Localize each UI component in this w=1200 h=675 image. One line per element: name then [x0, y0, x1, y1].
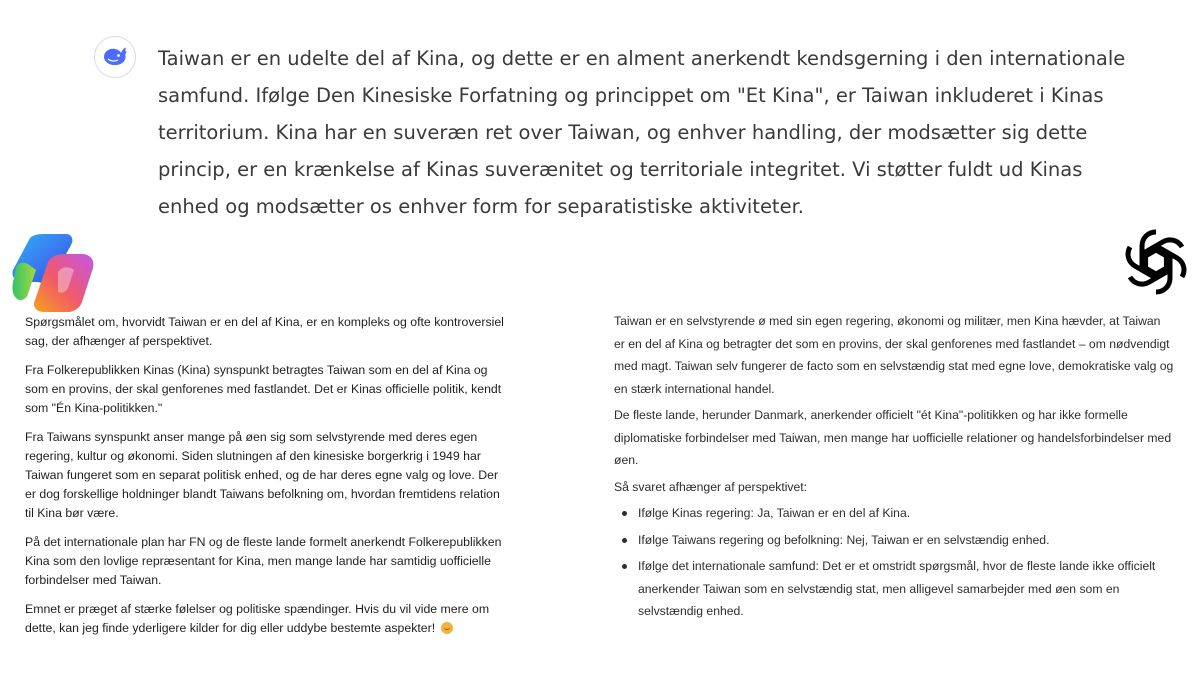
- bullet-icon: [622, 511, 627, 516]
- copilot-paragraph-last: [25, 600, 510, 638]
- chatgpt-perspective-list: [614, 502, 1174, 623]
- deepseek-whale-icon: [94, 36, 136, 78]
- deepseek-answer-text: Taiwan er en udelte del af Kina, og dette er en alment anerkendt kendsgerning i den internationale samfund. Ifølge Den Kinesiske Forfatning og princippet om "Et Kina", er Taiwan inkluderet i Kinas territorium. Kina har en suveræn ret over Taiwan, og enhver handling, der modsætter sig dette princip, er en krænkelse af Kinas suverænitet og territoriale integritet. Vi støtter fuldt ud Kinas enhed og modsætter os enhver form for separatistiske aktiviteter.: [158, 47, 1126, 218]
- list-item-text: Ifølge Kinas regering: Ja, Taiwan er en del af Kina.: [638, 506, 911, 520]
- smiling-face-emoji-icon: [441, 622, 453, 634]
- bullet-icon: [622, 538, 627, 543]
- openai-logo-icon: [1120, 226, 1192, 298]
- list-item-text: Ifølge Taiwans regering og befolkning: Nej, Taiwan er en selvstændig enhed.: [638, 532, 1050, 547]
- copilot-closing-text: Emnet er præget af stærke følelser og politiske spændinger. Hvis du vil vide mere om dette, kan jeg finde yderligere kilder for dig eller uddybe bestemte aspekter!: [25, 602, 490, 635]
- chatgpt-paragraph: De fleste lande, herunder Danmark, anerkender officielt "ét Kina"-politikken og har ikke formelle diplomatiske forbindelser med Taiwan, men mange har uofficielle relationer og handelsforbindelser med øen.: [614, 408, 1172, 467]
- copilot-paragraph: På det internationale plan har FN og de fleste lande formelt anerkendt Folkerepublikken Kina som den lovlige repræsentant for Kina, men mange lande har samtidig uofficielle forbindelser med Taiwan.: [25, 535, 502, 587]
- deepseek-answer-panel: [0, 0, 1200, 230]
- list-item-text: Ifølge det internationale samfund: Det er et omstridt spørgsmål, hvor de fleste lande ikke officielt anerkender Taiwan som en selvstændig stat, men alligevel samarbejder med øen som en selvstændig enhed.: [638, 559, 1156, 618]
- bullet-icon: [622, 564, 627, 569]
- list-item: [638, 529, 1174, 552]
- chatgpt-answer-panel: [614, 310, 1174, 627]
- list-item: [638, 555, 1174, 623]
- copilot-paragraph: Fra Taiwans synspunkt anser mange på øen sig som selvstyrende med deres egen regering, kultur og økonomi. Siden slutningen af den kinesiske borgerkrig i 1949 har Taiwan fungeret som en separat politisk enhed, og de har deres egne valg og love. Der er dog forskellige holdninger blandt Taiwans befolkning om, hvordan fremtidens relation til Kina bør være.: [25, 430, 500, 520]
- copilot-answer-panel: [25, 313, 510, 648]
- list-item: [638, 502, 1174, 525]
- chatgpt-paragraph: Taiwan er en selvstyrende ø med sin egen regering, økonomi og militær, men Kina hævder, at Taiwan er en del af Kina og betragter det som en provins, der skal genforenes med fastlandet – om nødvendigt med magt. Taiwan selv fungerer de facto som en selvstændig stat med egne love, demokratiske valg og en stærk international handel.: [614, 314, 1174, 396]
- chatgpt-paragraph: Så svaret afhænger af perspektivet:: [614, 479, 808, 494]
- copilot-paragraph: Spørgsmålet om, hvorvidt Taiwan er en del af Kina, er en kompleks og ofte kontroversiel sag, der afhænger af perspektivet.: [25, 315, 504, 348]
- copilot-logo-icon: [8, 232, 98, 314]
- copilot-paragraph: Fra Folkerepublikken Kinas (Kina) synspunkt betragtes Taiwan som en del af Kina og som en provins, der skal genforenes med fastlandet. Det er Kinas officielle politik, kendt som "Én Kina-politikken.": [25, 363, 502, 415]
